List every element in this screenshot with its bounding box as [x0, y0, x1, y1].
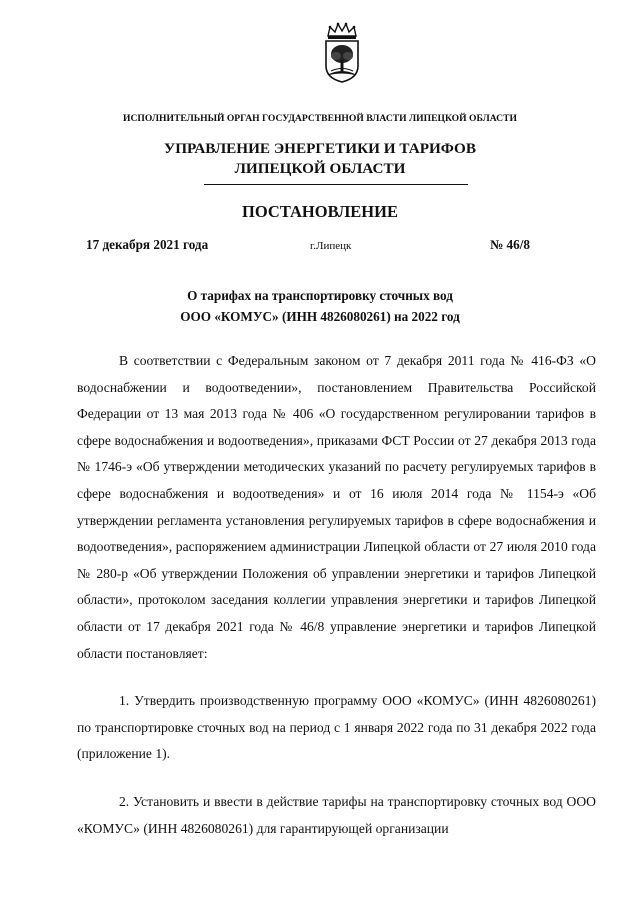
preamble-paragraph: В соответствии с Федеральным законом от 7 декабря 2011 года № 416-ФЗ «О водоснабжении и водоотведении», постановлением Правительства Российской Федерации от 13 мая 2013 года № 406 «О государственном регулировании тарифов в сфере водоснабжения и водоотведения», приказами ФСТ России от 27 декабря 2013 года № 1746-э «Об утверждении методических указаний по расчету регулируемых тарифов в сфере водоснабжения и водоотведения» и от 16 июля 2014 года № 1154-э «Об утверждении регламента установления регулируемых тарифов в сфере водоснабжения и водоотведения», распоряжением администрации Липецкой области от 27 июля 2010 года № 280-р «Об утверждении Положения об управлении энергетики и тарифов Липецкой области», протоколом заседания коллегии управления энергетики и тарифов Липецкой области от 17 декабря 2021 года № 46/8 управление энергетики и тарифов Липецкой области постановляет: [77, 353, 596, 661]
issuing-authority: ИСПОЛНИТЕЛЬНЫЙ ОРГАН ГОСУДАРСТВЕННОЙ ВЛАСТИ ЛИПЕЦКОЙ ОБЛАСТИ [123, 113, 517, 124]
document-title [0, 285, 640, 327]
document-type: ПОСТАНОВЛЕНИЕ [242, 202, 398, 221]
document-city: г.Липецк [310, 240, 352, 252]
header-divider [204, 184, 468, 185]
coat-of-arms-icon [318, 22, 366, 84]
document-number: № 46/8 [490, 237, 530, 252]
item-2-paragraph: 2. Установить и ввести в действие тарифы на транспортировку сточных вод ООО «КОМУС» (ИНН 4826080261) для гарантирующей организации [77, 793, 596, 836]
department-name-line1: УПРАВЛЕНИЕ ЭНЕРГЕТИКИ И ТАРИФОВ [164, 140, 476, 157]
department-name [0, 139, 640, 179]
document-title-line1: О тарифах на транспортировку сточных вод [187, 288, 453, 303]
document-date: 17 декабря 2021 года [86, 237, 209, 252]
item-1-paragraph: 1. Утвердить производственную программу ООО «КОМУС» (ИНН 4826080261) по транспортировке сточных вод на период с 1 января 2022 года по 31 декабря 2022 года (приложение 1). [77, 693, 596, 762]
document-title-line2: ООО «КОМУС» (ИНН 4826080261) на 2022 год [180, 309, 460, 324]
department-name-line2: ЛИПЕЦКОЙ ОБЛАСТИ [234, 160, 406, 177]
document-body [77, 348, 596, 842]
